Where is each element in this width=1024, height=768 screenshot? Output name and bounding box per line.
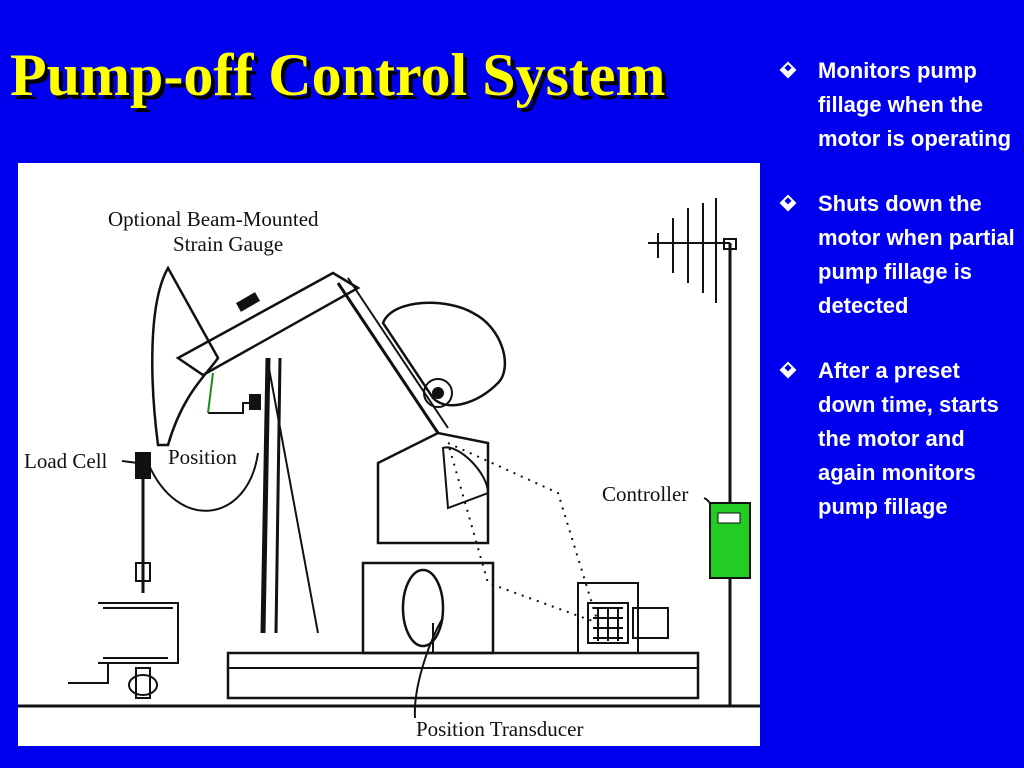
label-strain-gauge-line2: Strain Gauge bbox=[173, 232, 284, 256]
label-strain-gauge-line1: Optional Beam-Mounted bbox=[108, 207, 319, 231]
bullet-item bbox=[780, 187, 1016, 323]
diamond-bullet-icon bbox=[780, 62, 797, 79]
label-load-cell: Load Cell bbox=[24, 449, 108, 473]
bullet-text: After a preset down time, starts the motor and again monitors pump fillage bbox=[818, 358, 999, 519]
diamond-bullet-icon bbox=[780, 195, 797, 212]
label-position-transducer: Position Transducer bbox=[416, 717, 584, 741]
label-position: Position bbox=[168, 445, 237, 469]
label-controller: Controller bbox=[602, 482, 689, 506]
diamond-bullet-icon bbox=[780, 362, 797, 379]
bullet-item bbox=[780, 54, 1016, 156]
slide-title: Pump-off Control System bbox=[10, 42, 666, 108]
pump-jack-diagram bbox=[18, 163, 760, 746]
pump-jack-illustration bbox=[18, 163, 760, 746]
bullet-text: Shuts down the motor when partial pump fillage is detected bbox=[818, 191, 1015, 318]
bullet-list bbox=[780, 54, 1016, 555]
bullet-text: Monitors pump fillage when the motor is operating bbox=[818, 58, 1012, 151]
bullet-item bbox=[780, 354, 1016, 524]
